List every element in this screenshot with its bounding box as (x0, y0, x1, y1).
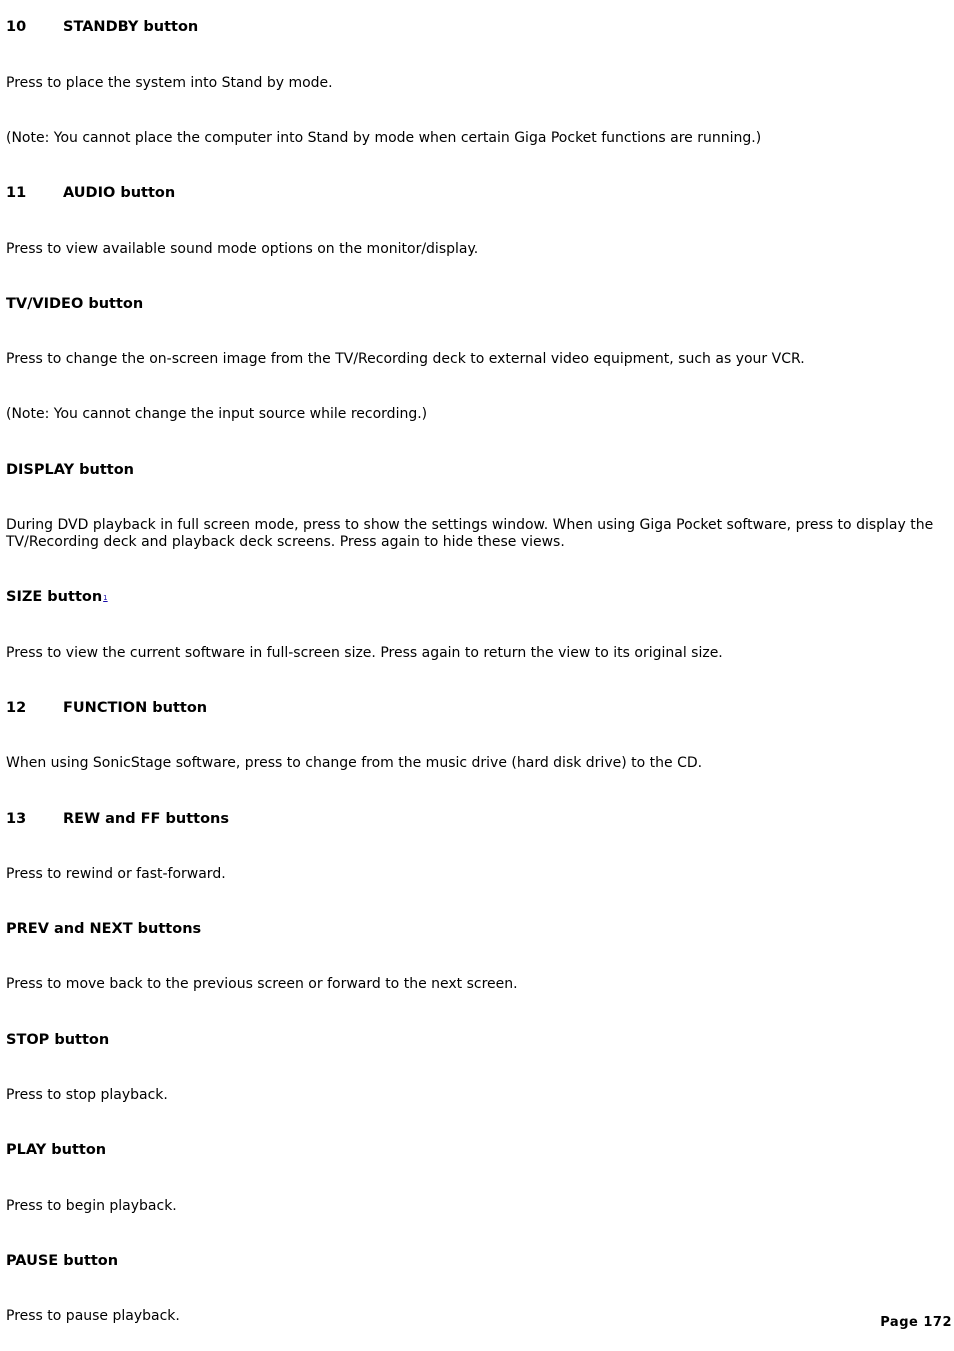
heading-title: PLAY button (6, 1142, 107, 1158)
heading-tv-video (6, 296, 936, 313)
heading-function (6, 700, 936, 717)
heading-stop (6, 1032, 936, 1049)
heading-number: 11 (6, 185, 27, 201)
heading-rew-ff (6, 811, 936, 828)
heading-number: 13 (6, 811, 27, 827)
paragraph: Press to view the current software in full-screen size. Press again to return the view to its original size. (6, 645, 723, 661)
paragraph: During DVD playback in full screen mode, press to show the settings window. When using Giga Pocket software, press to display the TV/Recording deck and playback deck screens. Press again to hide these views. (6, 517, 934, 550)
paragraph: Press to view available sound mode options on the monitor/display. (6, 241, 479, 257)
paragraph: Press to rewind or fast-forward. (6, 866, 226, 882)
heading-display (6, 462, 936, 479)
heading-prev-next (6, 921, 936, 938)
heading-title: DISPLAY button (6, 462, 134, 478)
paragraph: Press to begin playback. (6, 1198, 177, 1214)
footnote-link[interactable]: 1 (103, 594, 108, 602)
heading-title: PAUSE button (6, 1253, 119, 1269)
paragraph: When using SonicStage software, press to change from the music drive (hard disk drive) to the CD. (6, 755, 703, 771)
paragraph: Press to change the on-screen image from the TV/Recording deck to external video equipment, such as your VCR. (6, 351, 805, 367)
heading-title: TV/VIDEO button (6, 296, 144, 312)
heading-title: AUDIO button (63, 185, 176, 201)
heading-standby (6, 19, 936, 36)
heading-play (6, 1142, 936, 1159)
paragraph: Press to place the system into Stand by mode. (6, 75, 333, 91)
heading-title: FUNCTION button (63, 700, 208, 716)
heading-audio (6, 185, 936, 202)
page-number: Page 172 (880, 1315, 952, 1330)
heading-pause (6, 1253, 936, 1270)
heading-title: STOP button (6, 1032, 110, 1048)
note-paragraph: (Note: You cannot change the input source while recording.) (6, 406, 428, 422)
heading-title: SIZE button (6, 589, 103, 605)
heading-number: 10 (6, 19, 27, 35)
note-paragraph: (Note: You cannot place the computer into Stand by mode when certain Giga Pocket functions are running.) (6, 130, 762, 146)
paragraph: Press to stop playback. (6, 1087, 168, 1103)
paragraph: Press to pause playback. (6, 1308, 180, 1324)
heading-title: PREV and NEXT buttons (6, 921, 202, 937)
heading-title: REW and FF buttons (63, 811, 229, 827)
paragraph: Press to move back to the previous screen or forward to the next screen. (6, 976, 518, 992)
heading-title: STANDBY button (63, 19, 199, 35)
heading-size (6, 589, 936, 608)
heading-number: 12 (6, 700, 27, 716)
